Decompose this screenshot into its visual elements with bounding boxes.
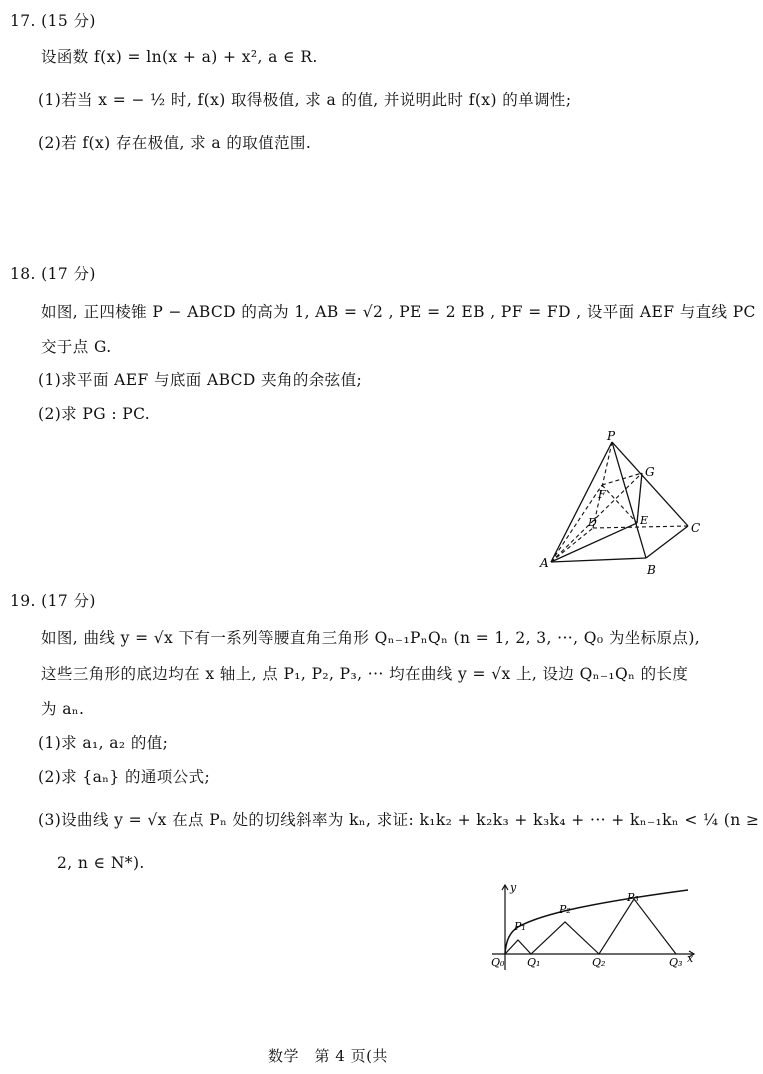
problem-19-header: 19. (17 分) [10, 592, 96, 610]
label-D: D [588, 516, 597, 529]
label-B: B [647, 563, 656, 577]
problem-17-part-2: (2)若 f(x) 存在极值, 求 a 的取值范围. [38, 134, 312, 152]
label-x: x [687, 952, 694, 965]
problem-18-header: 18. (17 分) [10, 265, 96, 283]
problem-17-part-1: (1)若当 x = − ½ 时, f(x) 取得极值, 求 a 的值, 并说明此时 f(x) 的单调性; [38, 91, 572, 109]
problem-19-part-3: (3)设曲线 y = √x 在点 Pₙ 处的切线斜率为 kₙ, 求证: k₁k₂ + k₂k₃ + k₃k₄ + ··· + kₙ₋₁kₙ < ¼ (n ≥ [38, 811, 760, 829]
problem-18-statement-cont: 交于点 G. [41, 338, 112, 356]
label-Q0: Q₀ [491, 956, 505, 969]
label-y: y [510, 881, 517, 894]
label-P3: P₃ [627, 891, 639, 904]
problem-19-statement-end: 为 aₙ. [41, 700, 85, 718]
footer-fade-overlay [392, 1036, 452, 1066]
label-P1: P₁ [514, 920, 526, 933]
label-P: P [607, 429, 616, 443]
problem-19-statement: 如图, 曲线 y = √x 下有一系列等腰直角三角形 Qₙ₋₁PₙQₙ (n = 1, 2, 3, ···, Q₀ 为坐标原点), [41, 629, 701, 647]
label-Q1: Q₁ [527, 956, 541, 969]
label-F: F [598, 488, 606, 501]
label-P2: P₂ [559, 903, 571, 916]
problem-18-statement: 如图, 正四棱锥 P − ABCD 的高为 1, AB = √2 , PE = 2 EB , PF = FD , 设平面 AEF 与直线 PC [41, 303, 756, 321]
problem-18-part-1: (1)求平面 AEF 与底面 ABCD 夹角的余弦值; [38, 371, 363, 389]
problem-19-statement-cont: 这些三角形的底边均在 x 轴上, 点 P₁, P₂, P₃, ··· 均在曲线 y = √x 上, 设边 Qₙ₋₁Qₙ 的长度 [41, 665, 689, 683]
curve-triangles-figure [488, 880, 703, 975]
label-G: G [645, 465, 655, 479]
label-C: C [691, 521, 701, 535]
label-Q2: Q₂ [592, 956, 606, 969]
pyramid-figure [536, 428, 706, 578]
problem-17-header: 17. (15 分) [10, 12, 96, 30]
problem-19-part-1: (1)求 a₁, a₂ 的值; [38, 734, 169, 752]
label-A: A [540, 556, 549, 570]
problem-19-part-2: (2)求 {aₙ} 的通项公式; [38, 768, 211, 786]
label-Q3: Q₃ [669, 956, 683, 969]
problem-17-statement: 设函数 f(x) = ln(x + a) + x², a ∈ R. [41, 48, 318, 66]
page-footer: 数学 第 4 页(共 [268, 1047, 388, 1065]
label-E: E [640, 514, 649, 527]
problem-19-part-3-cont: 2, n ∈ N*). [57, 854, 145, 872]
problem-18-part-2: (2)求 PG : PC. [38, 405, 151, 423]
